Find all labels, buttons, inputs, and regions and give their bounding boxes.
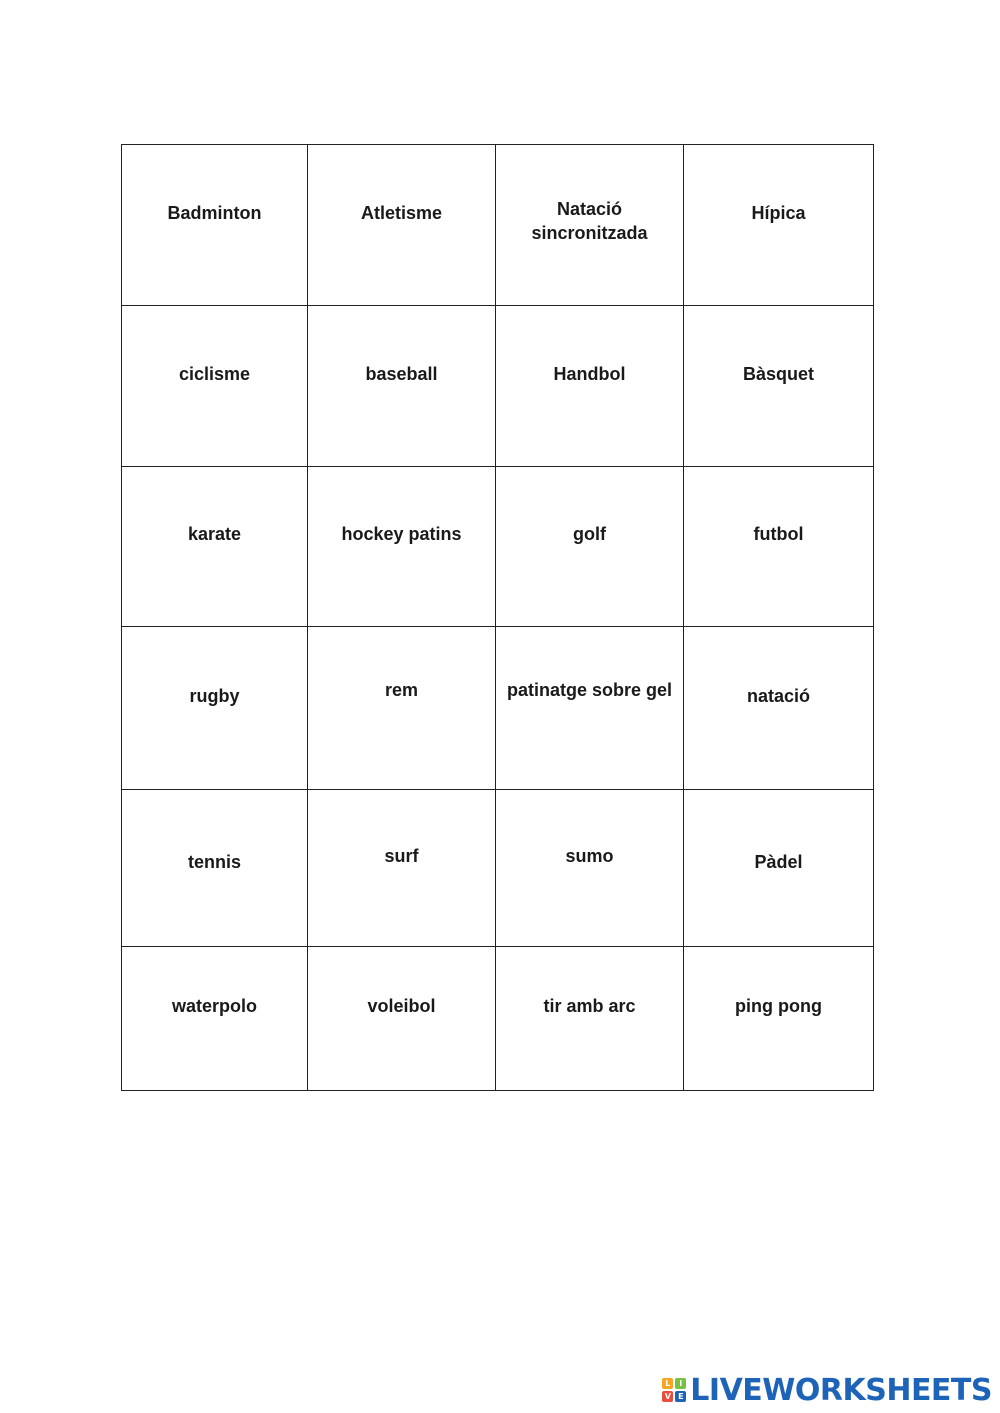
grid-row <box>122 145 874 306</box>
cell-label: Bàsquet <box>742 363 814 384</box>
grid-row <box>122 790 874 946</box>
logo-mark-icon <box>662 1378 686 1402</box>
cell-label: Atletisme <box>360 202 443 223</box>
grid-cell <box>308 145 496 306</box>
logo-letter: L <box>662 1378 673 1389</box>
sports-card-grid <box>121 144 874 1091</box>
grid-cell <box>122 467 308 627</box>
cell-label: hockey patins <box>341 524 462 545</box>
cell-label: voleibol <box>367 996 436 1017</box>
grid-cell <box>122 790 308 946</box>
grid-cell <box>122 305 308 467</box>
grid-cell <box>684 145 874 306</box>
cell-label: Natació sincronitzada <box>531 198 648 243</box>
grid-cell <box>684 467 874 627</box>
grid-row <box>122 305 874 467</box>
cell-label: golf <box>573 524 606 545</box>
cell-label: Pàdel <box>754 851 803 872</box>
grid-cell <box>496 145 684 306</box>
liveworksheets-logo[interactable] <box>662 1373 992 1407</box>
cell-label: tennis <box>187 851 241 872</box>
cell-label: surf <box>384 845 419 866</box>
grid-cell <box>308 790 496 946</box>
grid-cell <box>496 946 684 1091</box>
grid-cell <box>308 467 496 627</box>
grid-cell <box>308 305 496 467</box>
cell-label: baseball <box>365 363 438 384</box>
grid-cell <box>496 626 684 790</box>
grid-cell <box>496 467 684 627</box>
grid-row <box>122 467 874 627</box>
grid-cell <box>496 305 684 467</box>
grid-row <box>122 626 874 790</box>
cell-label: rugby <box>189 685 240 706</box>
grid-cell <box>684 946 874 1091</box>
grid-cell <box>684 305 874 467</box>
cell-label: Hípica <box>751 202 806 223</box>
grid-cell <box>496 790 684 946</box>
cell-label: futbol <box>753 524 804 545</box>
cell-label: ping pong <box>735 996 822 1017</box>
logo-letter: V <box>662 1391 673 1402</box>
logo-wordmark: LIVEWORKSHEETS <box>690 1372 992 1408</box>
grid-cell <box>308 626 496 790</box>
cell-label: patinatge sobre gel <box>506 679 673 700</box>
grid-cell <box>308 946 496 1091</box>
cell-label: natació <box>746 685 811 706</box>
cell-label: tir amb arc <box>543 996 636 1017</box>
cell-label: rem <box>384 679 419 700</box>
cell-label: waterpolo <box>171 996 257 1017</box>
cell-label: sumo <box>565 845 614 866</box>
grid-cell <box>684 790 874 946</box>
logo-letter: I <box>675 1378 686 1389</box>
grid-cell <box>122 946 308 1091</box>
cell-label: Handbol <box>553 363 626 384</box>
cell-label: ciclisme <box>178 363 251 384</box>
cell-label: karate <box>187 524 242 545</box>
cell-label: Badminton <box>167 202 262 223</box>
grid-cell <box>684 626 874 790</box>
grid-cell <box>122 626 308 790</box>
grid-row <box>122 946 874 1091</box>
grid-cell <box>122 145 308 306</box>
logo-letter: E <box>675 1391 686 1402</box>
